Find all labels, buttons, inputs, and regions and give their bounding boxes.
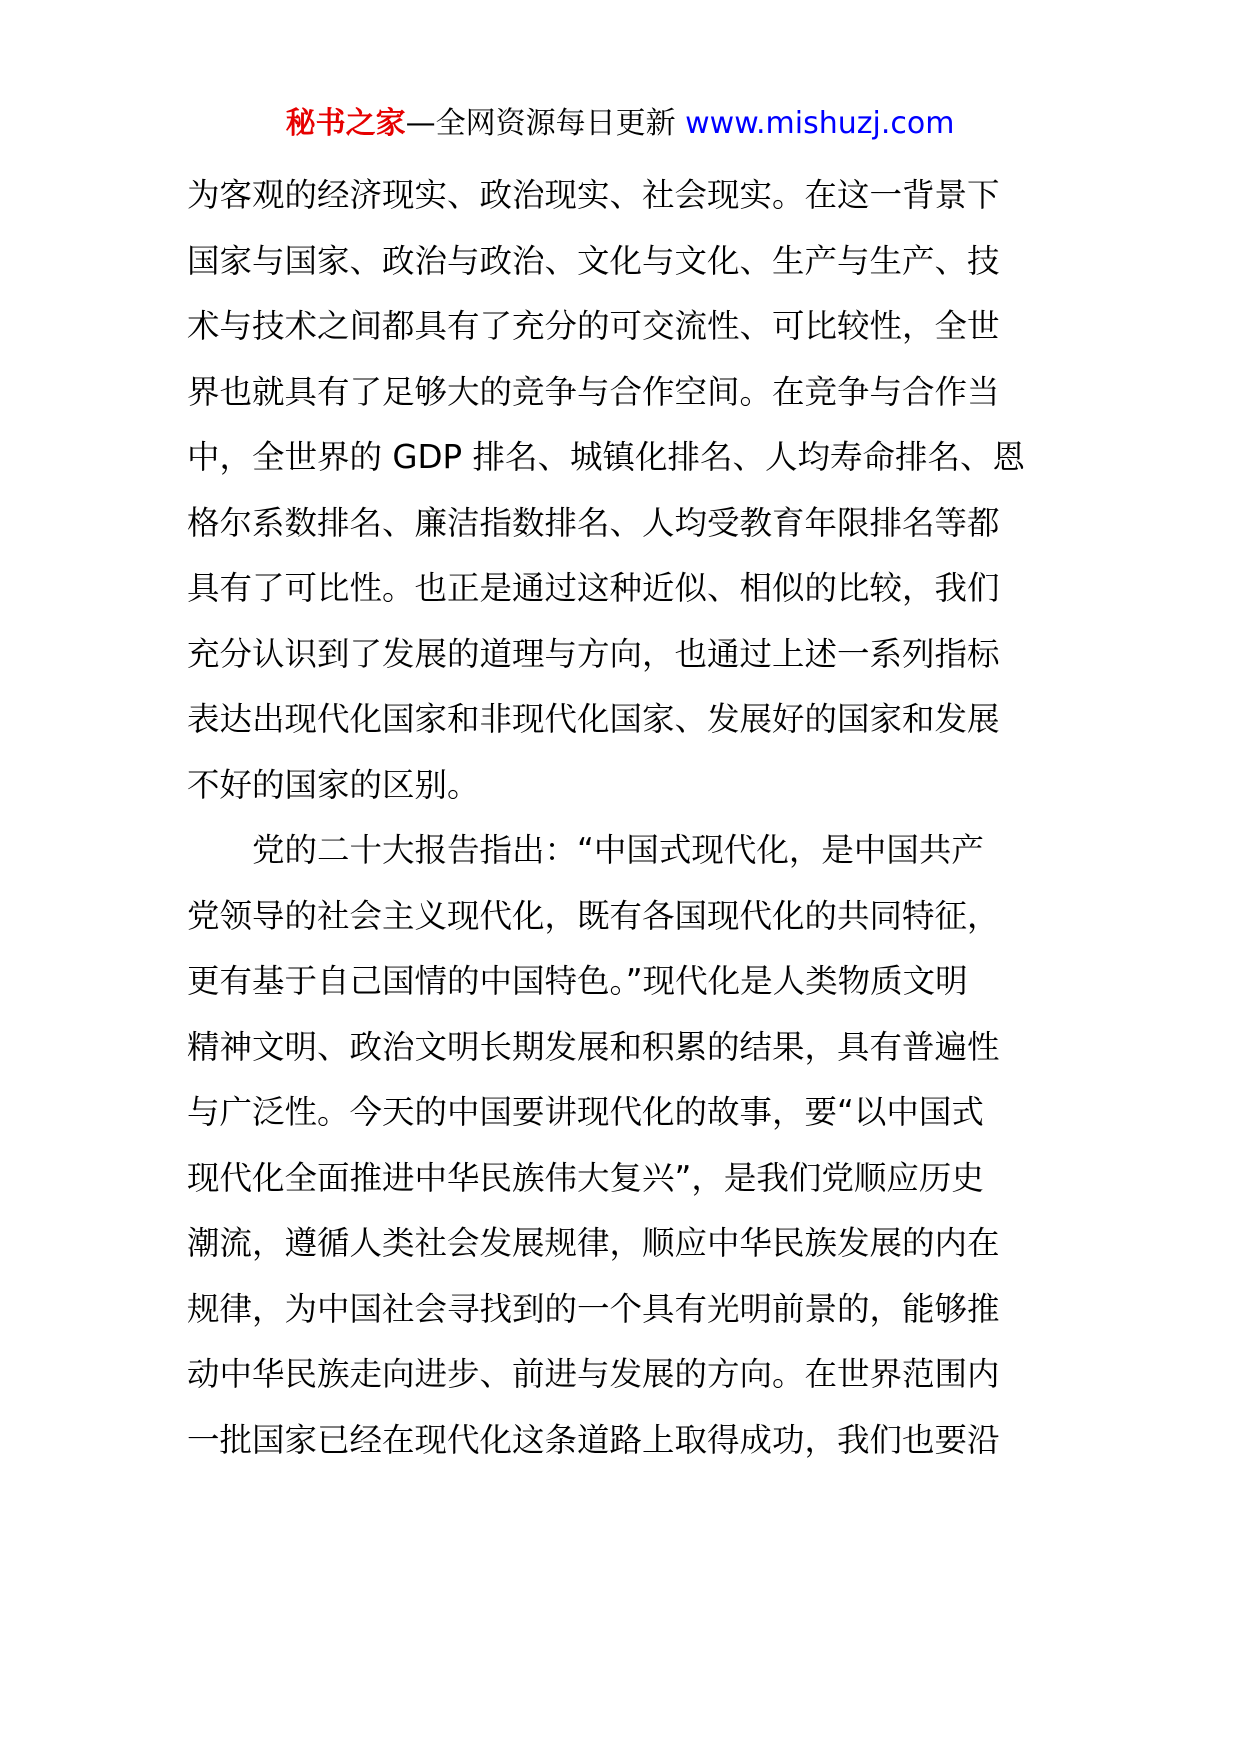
site-url-link[interactable]: www.mishuzj.com [685, 106, 955, 141]
text-line: 党的二十大报告指出：“中国式现代化，是中国共产 [187, 831, 984, 869]
text-line: 格尔系数排名、廉洁指数排名、人均受教育年限排名等都 [187, 503, 1000, 542]
page-header [0, 102, 1240, 146]
paragraph [187, 818, 1057, 1473]
text-line: 更有基于自己国情的中国特色。”现代化是人类物质文明 [187, 962, 968, 1000]
document-body [187, 163, 1057, 1473]
text-line: 中，全世界的 GDP 排名、城镇化排名、人均寿命排名、恩 [187, 438, 1025, 476]
header-tagline: —全网资源每日更新 [405, 106, 676, 141]
text-line: 与广泛性。今天的中国要讲现代化的故事，要“以中国式 [187, 1093, 984, 1131]
text-line: 为客观的经济现实、政治现实、社会现实。在这一背景下 [187, 176, 1000, 214]
text-line: 动中华民族走向进步、前进与发展的方向。在世界范围内 [187, 1355, 1000, 1393]
text-line: 充分认识到了发展的道理与方向，也通过上述一系列指标 [187, 634, 1000, 673]
text-line: 现代化全面推进中华民族伟大复兴”，是我们党顺应历史 [187, 1158, 984, 1197]
paragraph [187, 163, 1057, 818]
text-line: 国家与国家、政治与政治、文化与文化、生产与生产、技 [187, 241, 1000, 280]
text-line: 一批国家已经在现代化这条道路上取得成功，我们也要沿 [187, 1420, 1000, 1459]
text-line: 规律，为中国社会寻找到的一个具有光明前景的，能够推 [187, 1289, 1000, 1328]
text-line: 精神文明、政治文明长期发展和积累的结果，具有普遍性 [187, 1027, 1000, 1066]
text-line: 表达出现代化国家和非现代化国家、发展好的国家和发展 [187, 700, 1000, 738]
text-line: 界也就具有了足够大的竞争与合作空间。在竞争与合作当 [187, 372, 1000, 411]
text-line: 不好的国家的区别。 [187, 765, 480, 804]
text-line: 术与技术之间都具有了充分的可交流性、可比较性，全世 [187, 307, 1000, 345]
text-line: 具有了可比性。也正是通过这种近似、相似的比较，我们 [187, 569, 1000, 607]
brand-name: 秘书之家 [285, 106, 406, 141]
text-line: 潮流，遵循人类社会发展规律，顺应中华民族发展的内在 [187, 1224, 1000, 1262]
text-line: 党领导的社会主义现代化，既有各国现代化的共同特征， [187, 896, 1000, 935]
